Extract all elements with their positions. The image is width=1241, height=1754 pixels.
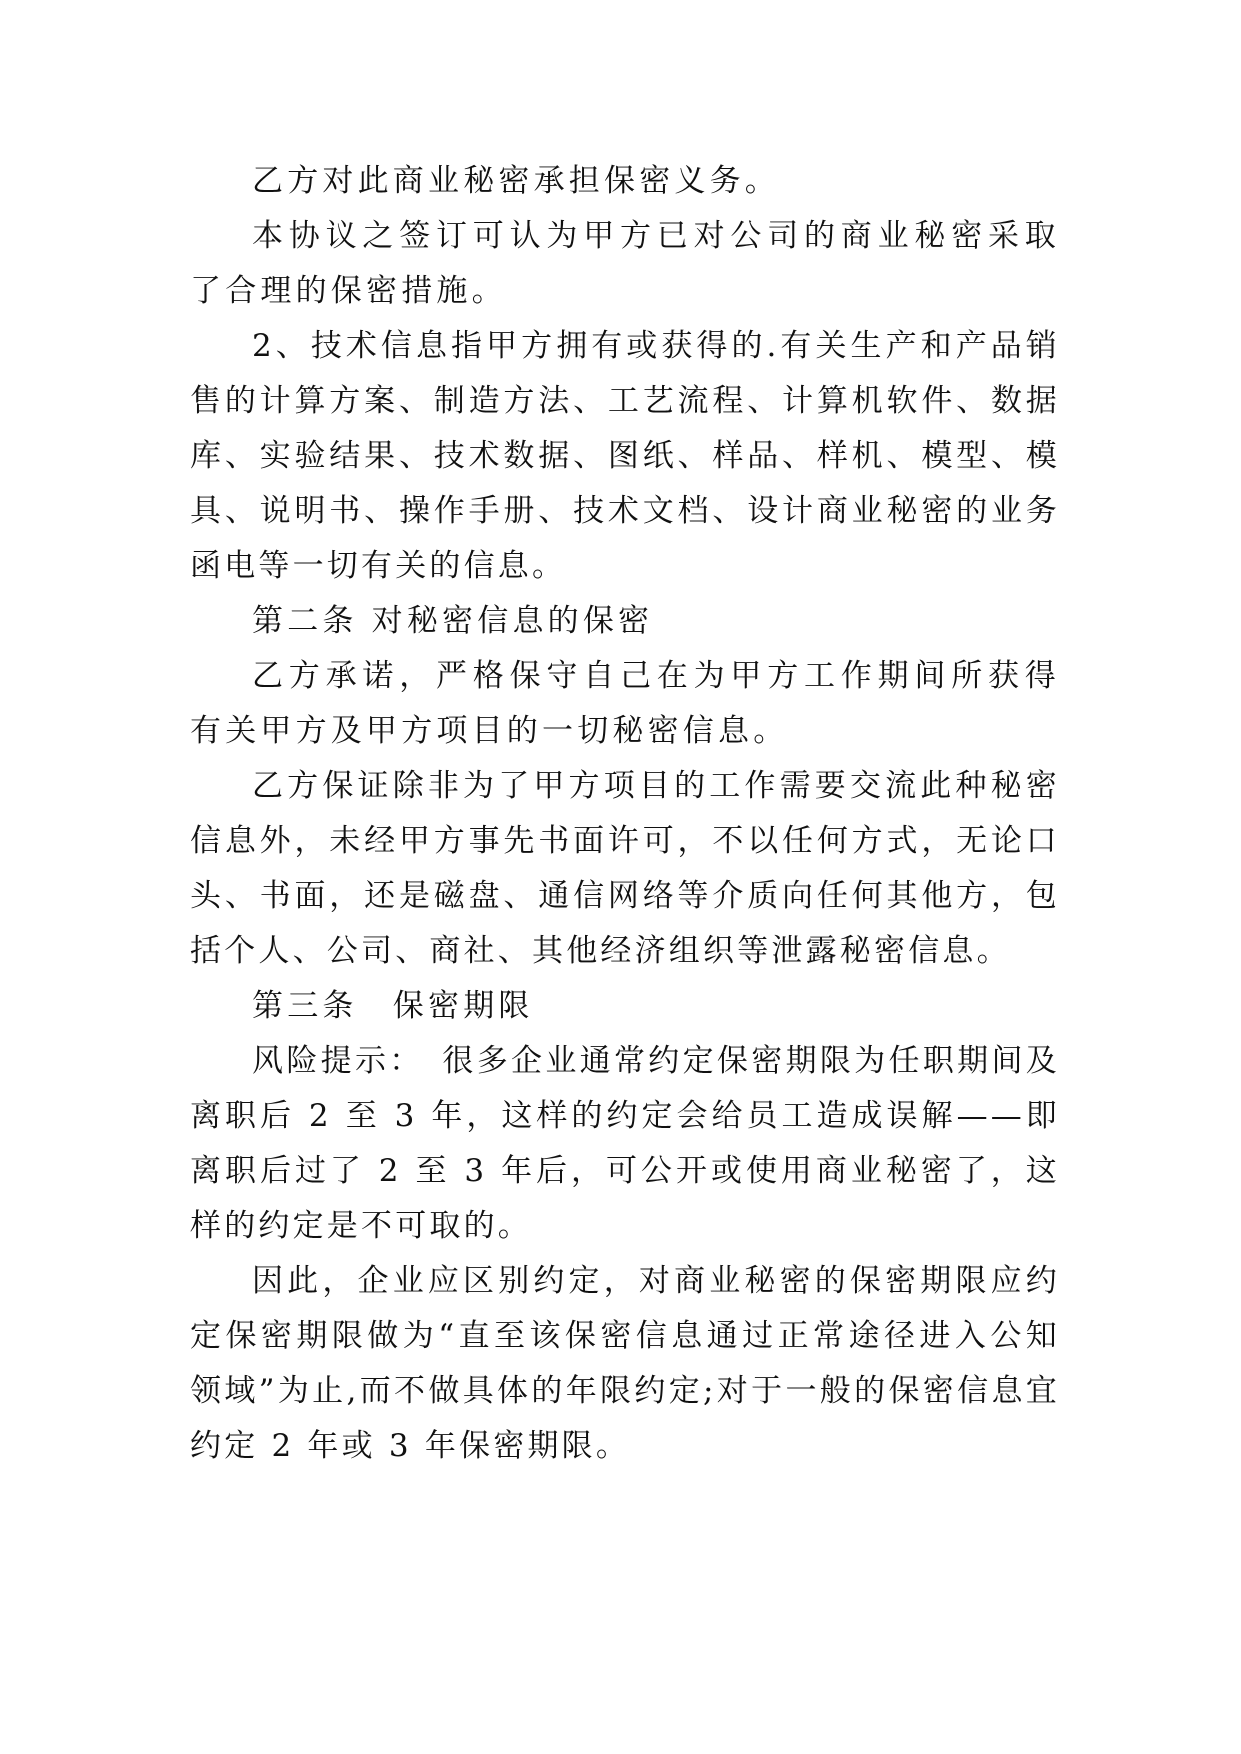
paragraph-confidentiality-period: 因此，企业应区别约定，对商业秘密的保密期限应约定保密期限做为“直至该保密信息通过正常途径进入公知领域”为止,而不做具体的年限约定;对于一般的保密信息宜约定 2 年或 3 年保密期限。	[190, 1263, 1060, 1464]
article-two-heading: 第二条 对秘密信息的保密	[252, 603, 654, 639]
paragraph-confidentiality-obligation: 乙方对此商业秘密承担保密义务。	[252, 163, 780, 199]
paragraph-agreement-measures: 本协议之签订可认为甲方已对公司的商业秘密采取了合理的保密措施。	[190, 218, 1060, 309]
article-three-heading: 第三条 保密期限	[252, 988, 534, 1024]
paragraph-disclosure-restriction: 乙方保证除非为了甲方项目的工作需要交流此种秘密信息外，未经甲方事先书面许可，不以任何方式，无论口头、书面，还是磁盘、通信网络等介质向任何其他方，包括个人、公司、商社、其他经济组织等泄露秘密信息。	[190, 768, 1060, 969]
paragraph-party-b-promise: 乙方承诺，严格保守自己在为甲方工作期间所获得有关甲方及甲方项目的一切秘密信息。	[190, 658, 1060, 749]
document-body	[190, 154, 1060, 1474]
paragraph-risk-notice: 风险提示： 很多企业通常约定保密期限为任职期间及离职后 2 至 3 年，这样的约定会给员工造成误解——即离职后过了 2 至 3 年后，可公开或使用商业秘密了，这样的约定是不可取的。	[190, 1043, 1060, 1244]
paragraph-technical-information: 2、技术信息指甲方拥有或获得的.有关生产和产品销售的计算方案、制造方法、工艺流程、计算机软件、数据库、实验结果、技术数据、图纸、样品、样机、模型、模具、说明书、操作手册、技术文档、设计商业秘密的业务函电等一切有关的信息。	[190, 328, 1060, 584]
